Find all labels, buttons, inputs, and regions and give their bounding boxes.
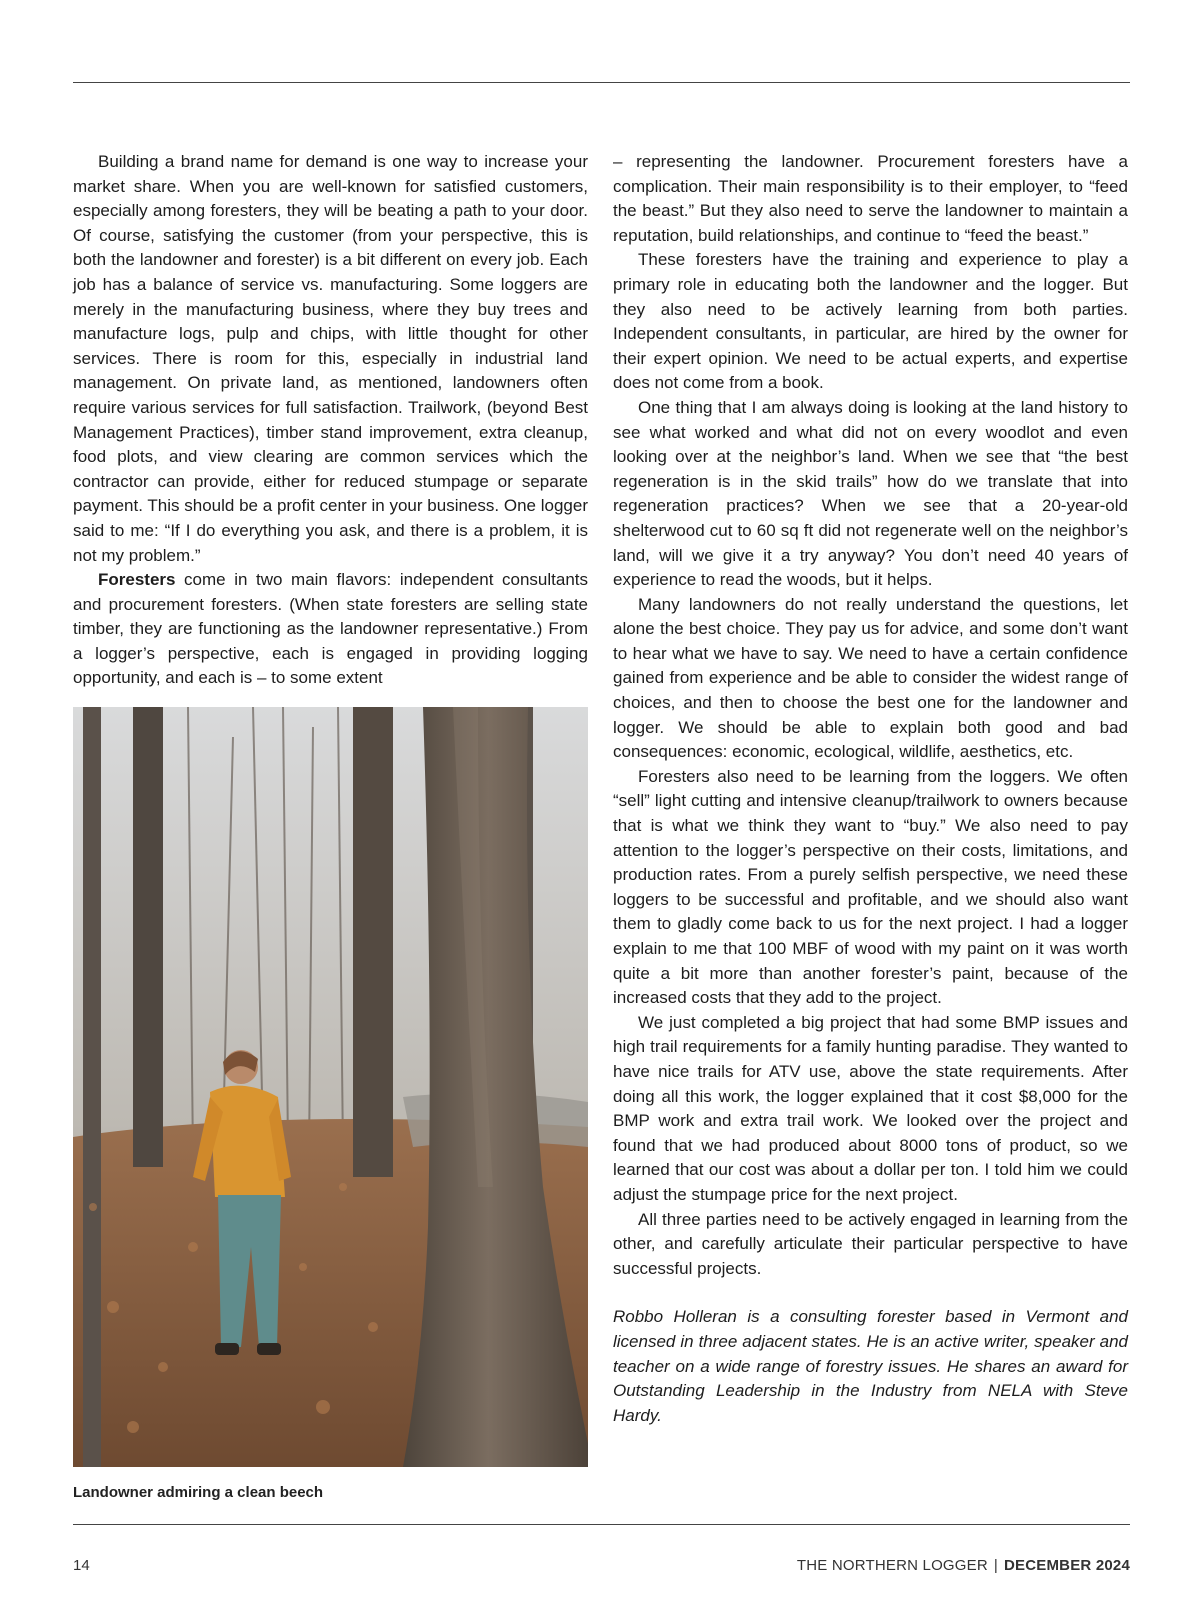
article-column-right — [613, 150, 1128, 1428]
page-number: 14 — [73, 1557, 90, 1574]
paragraph: We just completed a big project that had some BMP issues and high trail requirements for a family hunting paradise. They wanted to have nice trails for ATV use, above the state requirements. After doing all this work, the logger explained that it cost $8,000 for the BMP work and extra trail work. We looked over the project and found that we had produced about 8000 tons of product, so we learned that our cost was about a dollar per ton. I told him we could adjust the stumpage price for the next project. — [613, 1012, 1128, 1204]
paragraph: Building a brand name for demand is one way to increase your market share. When you are well-known for satisfied customers, especially among foresters, they will be beating a path to your door. Of course, satisfying the customer (from your perspective, this is both the landowner and forester) is a bit different on every job. Each job has a balance of service vs. manufacturing. Some loggers are merely in the manufacturing business, where they buy trees and manufacture logs, pulp and chips, with little thought for other services. There is room for this, especially in industrial land management. On private land, as mentioned, landowners often require various services for full satisfaction. Trailwork, (beyond Best Management Practices), timber stand improvement, extra cleanup, food plots, and view clearing are common services which the contractor can provide, either for reduced stumpage or separate payment. This should be a profit center in your business. One logger said to me: “If I do everything you ask, and there is a problem, it is not my problem.” — [73, 152, 588, 565]
footer-separator: | — [993, 1557, 999, 1574]
paragraph: Foresters also need to be learning from the loggers. We often “sell” light cutting and intensive cleanup/trailwork to owners because that is what we think they want to “buy.” We also need to pay attention to the logger’s perspective on their costs, limitations, and production rates. From a purely selfish perspective, we need these loggers to be successful and profitable, and we should also want them to gladly come back to us for the next project. I had a logger explain to me that 100 MBF of wood with my paint on it was worth quite a bit more than another forester’s paint, because of the increased costs that they add to the project. — [613, 766, 1128, 1008]
paragraph: – representing the landowner. Procurement foresters have a complication. Their main responsibility is to their employer, to “feed the beast.” But they also need to serve the landowner to maintain a reputation, build relationships, and continue to “feed the beast.” — [613, 152, 1128, 245]
header-rule — [73, 82, 1130, 83]
author-bio: Robbo Holleran is a consulting forester based in Vermont and licensed in three adjacent states. He is an active writer, speaker and teacher on a wide range of forestry issues. He shares an award for Outstanding Leadership in the Industry from NELA with Steve Hardy. — [613, 1307, 1128, 1425]
forest-photo-illustration — [73, 707, 588, 1467]
paragraph: These foresters have the training and experience to play a primary role in educating both the landowner and the logger. But they also need to be actively learning from both parties. Independent consultants, in particular, are hired by the owner for their expert opinion. We need to be actual experts, and expertise does not come from a book. — [613, 250, 1128, 393]
running-footer — [797, 1557, 1130, 1574]
paragraph-text: come in two main flavors: independent consultants and procurement foresters. (When state foresters are selling state timber, they are functioning as the landowner representative.) From a logger’s perspective, each is engaged in providing logging opportunity, and each is – to some extent — [73, 570, 588, 688]
run-in-heading: Foresters — [98, 570, 176, 590]
article-column-left — [73, 150, 588, 691]
photo-caption: Landowner admiring a clean beech — [73, 1484, 324, 1501]
paragraph — [73, 568, 588, 691]
publication-name: THE NORTHERN LOGGER — [796, 1557, 988, 1574]
footer-rule — [73, 1524, 1130, 1525]
photo-landowner-beech — [73, 707, 588, 1467]
paragraph: Many landowners do not really understand the questions, let alone the best choice. They pay us for advice, and some don’t want to hear what we have to say. We need to have a certain confidence gained from experience and be able to consider the widest range of choices, and then to choose the best one for the landowner and logger. We should be able to explain both good and bad consequences: economic, ecological, wildlife, aesthetics, etc. — [613, 594, 1128, 762]
paragraph: One thing that I am always doing is looking at the land history to see what worked and what did not on every woodlot and even looking over at the neighbor’s land. When we see that “the best regeneration is in the skid trails” how do we translate that into regeneration practices? When we see that a 20-year-old shelterwood cut to 60 sq ft did not regenerate well on the neighbor’s land, will we give it a try anyway? You don’t need 40 years of experience to read the woods, but it helps. — [613, 397, 1128, 590]
issue-date: DECEMBER 2024 — [1004, 1557, 1130, 1574]
paragraph: All three parties need to be actively engaged in learning from the other, and carefully articulate their particular perspective to have successful projects. — [613, 1209, 1128, 1278]
